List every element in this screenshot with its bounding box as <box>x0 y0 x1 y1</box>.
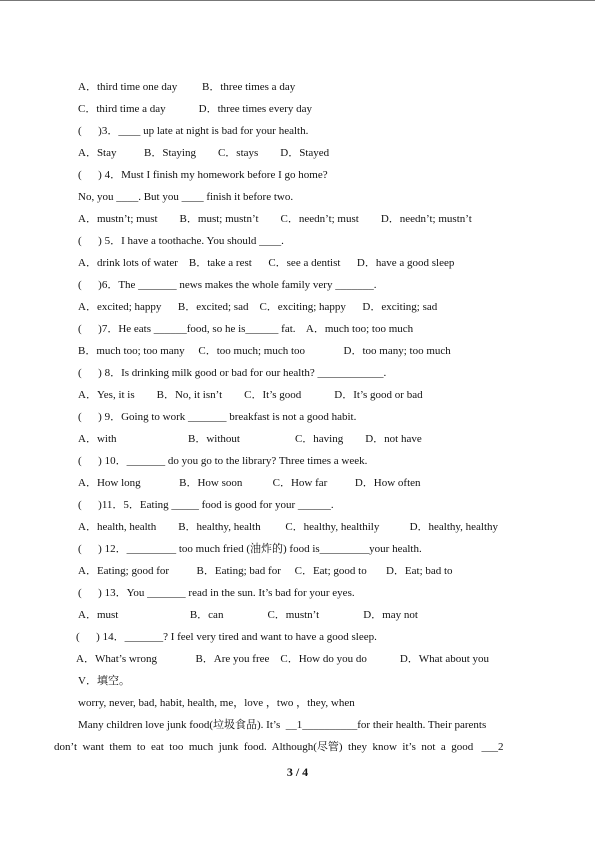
question-line: ( ) 9．Going to work _______ breakfast is not a good habit. <box>78 411 357 423</box>
question-line: A．What’s wrong B．Are you free C．How do you do D．What about you <box>76 653 490 665</box>
question-line: ( )7．He eats ______food, so he is______ fat. A．much too; too much <box>78 323 414 335</box>
question-line: A．Yes, it is B．No, it isn’t C．It’s good D．It’s good or bad <box>78 389 423 401</box>
passage-line: Many children love junk food(垃圾食品). It’s __1__________for their health. Their parents <box>78 719 487 731</box>
question-line: A．health, health B．healthy, health C．healthy, healthily D．healthy, healthy <box>78 521 499 533</box>
question-line: A．must B．can C．mustn’t D．may not <box>78 609 418 621</box>
question-line: ( ) 10．_______ do you go to the library? Three times a week. <box>78 455 368 467</box>
header-rule <box>0 0 595 1</box>
question-line: No, you ____. But you ____ finish it before two. <box>78 191 294 203</box>
question-line: C．third time a day D．three times every day <box>78 103 312 115</box>
question-line: ( ) 13．You _______ read in the sun. It’s bad for your eyes. <box>78 587 355 599</box>
question-line: A．Stay B．Staying C．stays D．Stayed <box>78 147 330 159</box>
question-line: ( )6．The _______ news makes the whole family very _______. <box>78 279 377 291</box>
section-heading: V．填空。 <box>78 675 130 687</box>
question-line: ( ) 4．Must I finish my homework before I go home? <box>78 169 328 181</box>
question-line: ( ) 12．_________ too much fried (油炸的) food is_________your health. <box>78 543 422 555</box>
question-line: ( ) 14．_______? I feel very tired and want to have a good sleep. <box>76 631 377 643</box>
question-line: A．excited; happy B．excited; sad C．exciting; happy D．exciting; sad <box>78 301 438 313</box>
question-line: ( ) 8．Is drinking milk good or bad for our health? ____________. <box>78 367 387 379</box>
question-line: B．much too; too many C．too much; much too D．too many; too much <box>78 345 451 357</box>
page-number: 3 / 4 <box>286 765 309 779</box>
question-line: A．mustn’t; must B．must; mustn’t C．needn’t; must D．needn’t; mustn’t <box>78 213 472 225</box>
passage-line: don’t want them to eat too much junk food. Although(尽管) they know it’s not a good ___2 <box>54 741 504 753</box>
question-line: A．How long B．How soon C．How far D．How often <box>78 477 421 489</box>
question-line: A．drink lots of water B．take a rest C．see a dentist D．have a good sleep <box>78 257 455 269</box>
question-line: ( ) 5．I have a toothache. You should ____. <box>78 235 284 247</box>
question-line: A．third time one day B．three times a day <box>78 81 296 93</box>
question-line: A．with B．without C．having D．not have <box>78 433 422 445</box>
word-bank: worry, never, bad, habit, health, me，love ，two ，they, when <box>78 697 355 709</box>
question-line: ( )3．____ up late at night is bad for your health. <box>78 125 309 137</box>
question-line: A．Eating; good for B．Eating; bad for C．Eat; good to D．Eat; bad to <box>78 565 453 577</box>
question-line: ( )11．5．Eating _____ food is good for your ______. <box>78 499 334 511</box>
